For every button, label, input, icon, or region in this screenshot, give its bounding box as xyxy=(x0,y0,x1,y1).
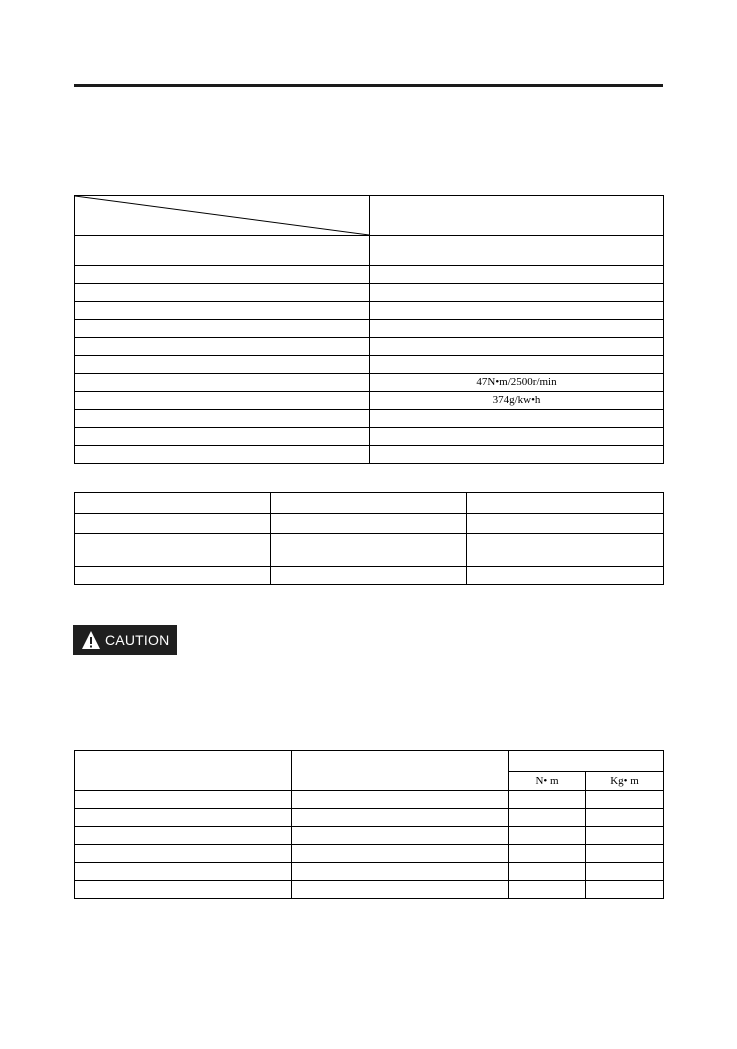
spec-value xyxy=(370,446,664,464)
torque-header-row xyxy=(75,751,664,772)
spec-header-value-cell xyxy=(370,196,664,236)
table-row xyxy=(75,881,664,899)
table-cell xyxy=(271,567,467,585)
spec-value xyxy=(370,428,664,446)
table-row xyxy=(75,845,664,863)
table-row xyxy=(75,791,664,809)
table-row xyxy=(75,374,664,392)
spec-value xyxy=(370,236,664,266)
spec-label xyxy=(75,374,370,392)
spec-label xyxy=(75,392,370,410)
spec-value xyxy=(370,338,664,356)
spec-label xyxy=(75,266,370,284)
table-row xyxy=(75,266,664,284)
table-cell xyxy=(271,514,467,534)
table-header-cell xyxy=(75,751,292,791)
table-cell xyxy=(75,567,271,585)
table-row xyxy=(75,302,664,320)
secondary-table xyxy=(74,492,664,585)
table-cell xyxy=(75,493,271,514)
spec-label xyxy=(75,410,370,428)
spec-table xyxy=(74,195,664,464)
caution-label: CAUTION xyxy=(105,632,170,648)
table-row xyxy=(75,514,664,534)
spec-value xyxy=(370,410,664,428)
table-cell xyxy=(467,567,664,585)
table-row xyxy=(75,284,664,302)
torque-header-cell xyxy=(509,751,664,772)
table-row xyxy=(75,392,664,410)
torque-table xyxy=(74,750,664,899)
spec-header-row xyxy=(75,196,664,236)
table-cell xyxy=(271,534,467,567)
table-row xyxy=(75,338,664,356)
caution-badge xyxy=(73,625,177,655)
table-row xyxy=(75,863,664,881)
table-header-cell xyxy=(292,751,509,791)
spec-value-fuel-consumption: 374g/kw•h xyxy=(370,392,664,410)
table-cell xyxy=(467,514,664,534)
spec-value xyxy=(370,302,664,320)
table-row xyxy=(75,534,664,567)
spec-label xyxy=(75,284,370,302)
table-row xyxy=(75,428,664,446)
table-row xyxy=(75,356,664,374)
table-row xyxy=(75,236,664,266)
table-row xyxy=(75,567,664,585)
table-cell xyxy=(75,534,271,567)
table-cell xyxy=(271,493,467,514)
diagonal-header-cell xyxy=(75,196,370,236)
spec-value-torque: 47N•m/2500r/min xyxy=(370,374,664,392)
spec-label xyxy=(75,338,370,356)
table-row xyxy=(75,827,664,845)
spec-label xyxy=(75,302,370,320)
spec-label xyxy=(75,320,370,338)
spec-label xyxy=(75,428,370,446)
spec-value xyxy=(370,356,664,374)
table-row xyxy=(75,320,664,338)
table-cell xyxy=(467,493,664,514)
unit-kgm-header: Kg• m xyxy=(586,772,664,791)
warning-icon xyxy=(81,630,101,650)
table-row xyxy=(75,493,664,514)
spec-label xyxy=(75,356,370,374)
header-rule xyxy=(74,84,663,87)
spec-value xyxy=(370,320,664,338)
unit-nm-header: N• m xyxy=(509,772,586,791)
table-row xyxy=(75,809,664,827)
table-row xyxy=(75,410,664,428)
spec-value xyxy=(370,266,664,284)
table-cell xyxy=(467,534,664,567)
table-cell xyxy=(75,514,271,534)
table-row xyxy=(75,446,664,464)
spec-label xyxy=(75,236,370,266)
spec-label xyxy=(75,446,370,464)
spec-value xyxy=(370,284,664,302)
